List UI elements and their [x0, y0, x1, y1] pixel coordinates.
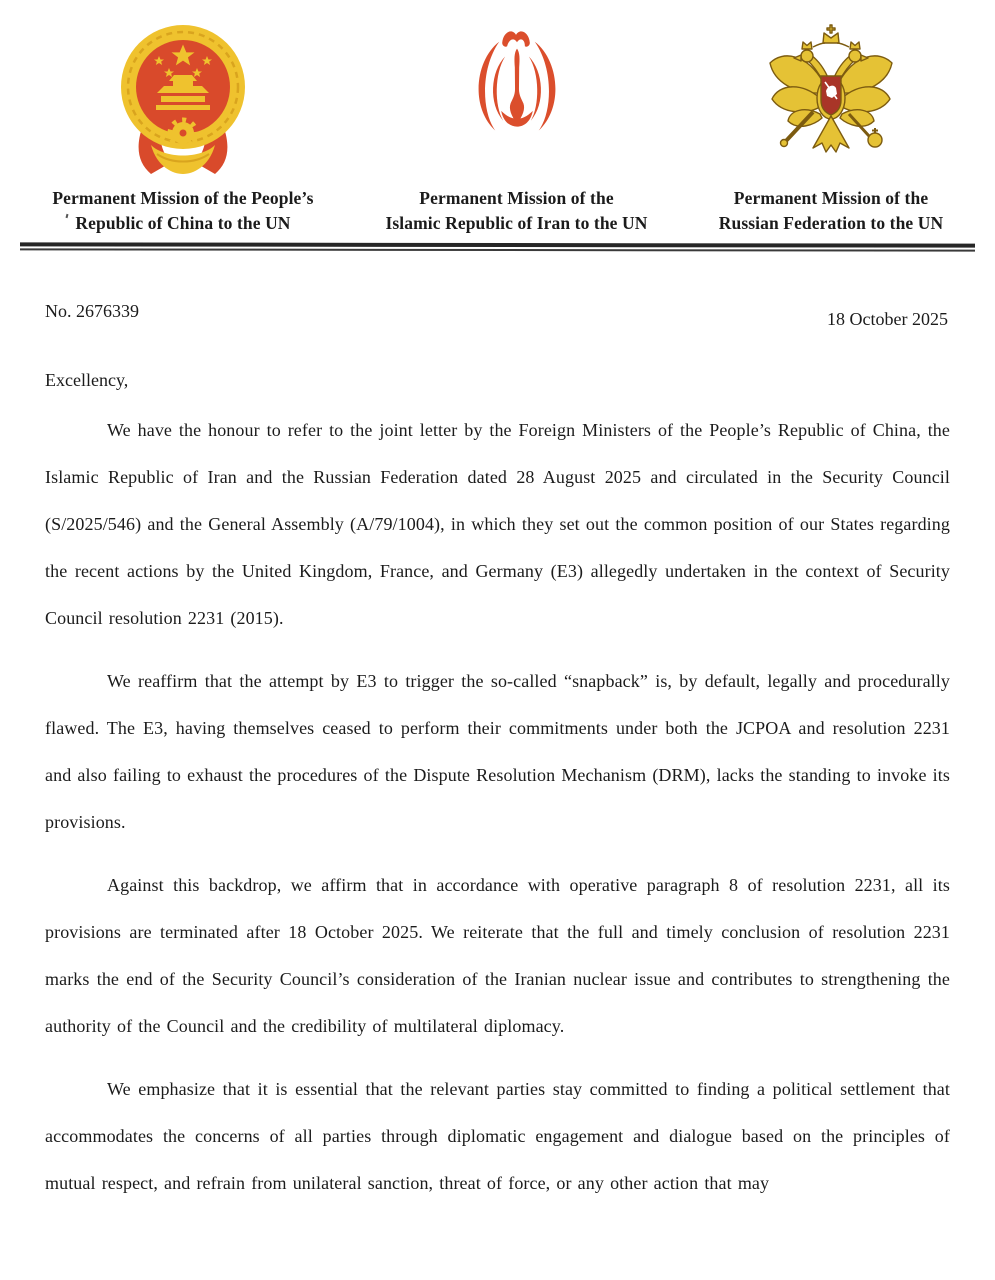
- paragraph-2: We reaffirm that the attempt by E3 to trigger the so-called “snapback” is, by default, legally and procedurally flawed. The E3, having themselves ceased to perform their commitments under both the JCPOA and resolution 2231 and also failing to exhaust the procedures of the Dispute Resolution Mechanism (DRM), lacks the standing to invoke its provisions.: [45, 671, 950, 832]
- reference-number: No. 2676339: [45, 301, 139, 321]
- mission-china-line2: Republic of China to the UN: [52, 211, 313, 236]
- iran-national-emblem-icon: [457, 24, 577, 172]
- iran-emblem-box: [457, 12, 577, 184]
- mission-iran-name: [385, 186, 647, 236]
- letter-body: [0, 407, 995, 1207]
- paragraph-1: We have the honour to refer to the joint letter by the Foreign Ministers of the People’s Republic of China, the Islamic Republic of Iran and the Russian Federation dated 28 August 2025 and circulated in the Security Council (S/2025/546) and the General Assembly (A/79/1004), in which they set out the common position of our States regarding the recent actions by the United Kingdom, France, and Germany (E3) allegedly undertaken in the context of Security Council resolution 2231 (2015).: [45, 420, 950, 628]
- mission-iran: [357, 12, 677, 236]
- china-emblem-box: [117, 12, 249, 184]
- mission-russia-name: [719, 186, 943, 236]
- mission-china-name: [52, 186, 313, 236]
- mission-russia: [689, 12, 973, 236]
- mission-iran-line1: Permanent Mission of the: [419, 188, 614, 208]
- mission-russia-line1: Permanent Mission of the: [733, 188, 929, 208]
- mission-russia-line2: Russian Federation to the UN: [718, 213, 944, 233]
- china-national-emblem-icon: [117, 15, 249, 181]
- letterhead: [0, 0, 995, 236]
- meta-row: [0, 301, 995, 330]
- letter-date: 18 October 2025: [827, 309, 948, 329]
- paragraph-4: We emphasize that it is essential that the relevant parties stay committed to finding a political settlement that accommodates the concerns of all parties through diplomatic engagement and dialogue based on the principles of mutual respect, and refrain from unilateral sanction, threat of force, or any other action that may: [45, 1079, 950, 1193]
- mission-china: [22, 12, 344, 236]
- paragraph-3: Against this backdrop, we affirm that in accordance with operative paragraph 8 of resolution 2231, all its provisions are terminated after 18 October 2025. We reiterate that the full and timely conclusion of resolution 2231 marks the end of the Security Council’s consideration of the Iranian nuclear issue and contributes to strengthening the authority of the Council and the credibility of multilateral diplomacy.: [45, 875, 950, 1036]
- russia-emblem-box: [759, 12, 903, 184]
- mission-china-line1: Permanent Mission of the People’s: [52, 188, 314, 208]
- letterhead-divider: [0, 242, 995, 251]
- salutation: Excellency,: [45, 370, 129, 390]
- mission-iran-line2: Islamic Republic of Iran to the UN: [385, 213, 648, 233]
- russia-national-emblem-icon: [759, 18, 903, 178]
